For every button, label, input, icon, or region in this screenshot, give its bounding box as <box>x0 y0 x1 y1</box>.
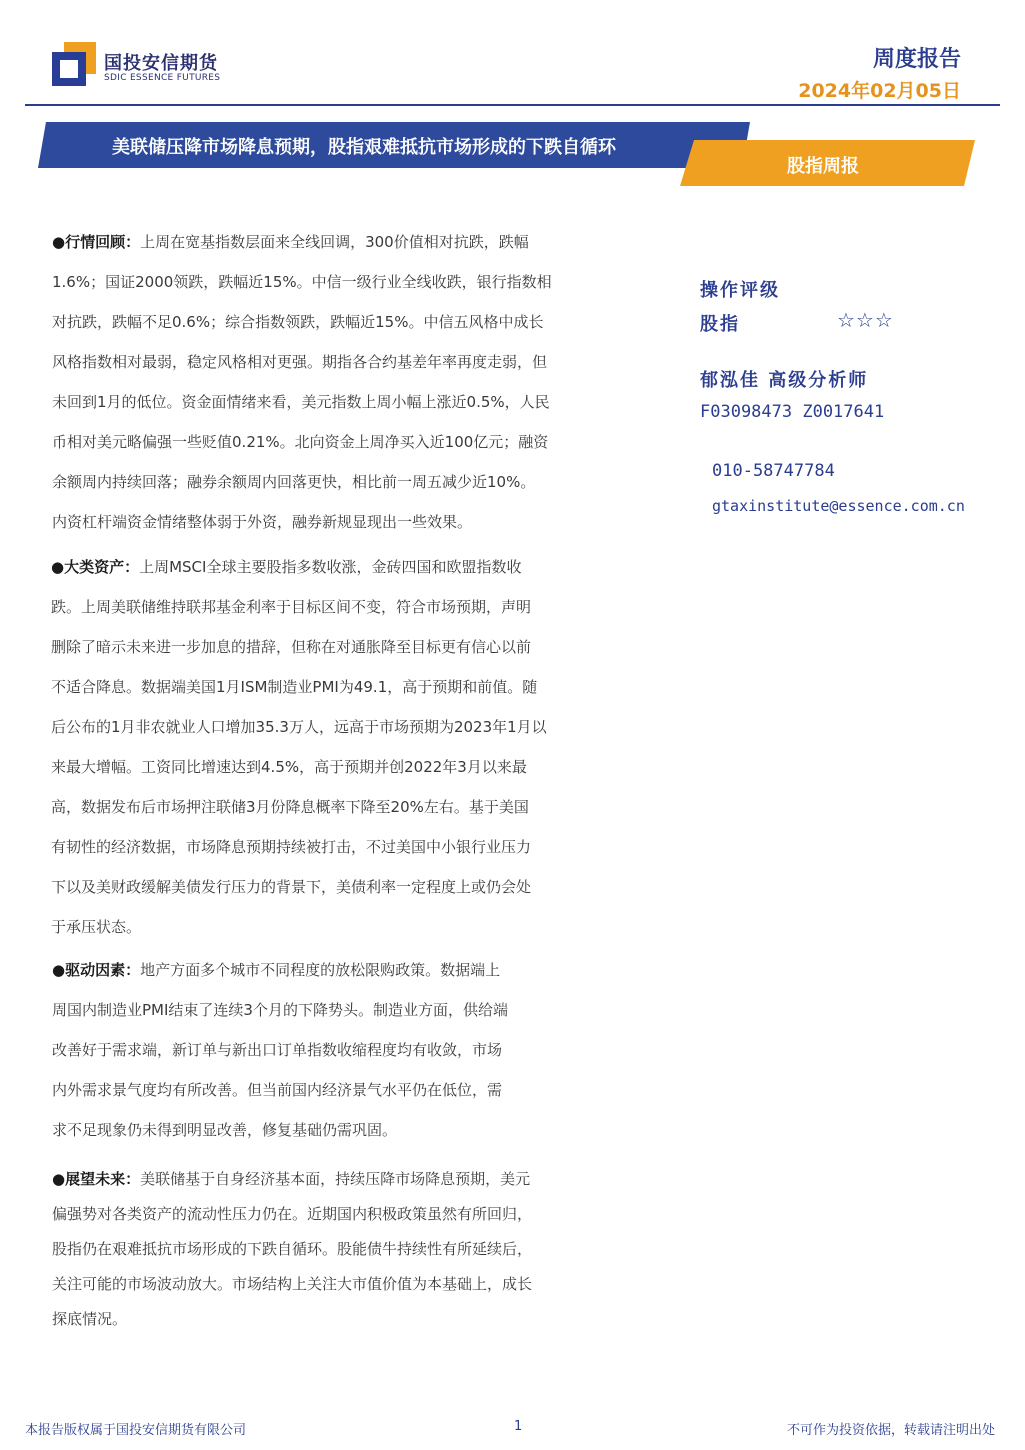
report-category: 股指周报 <box>787 156 859 177</box>
paragraph-line: ●展望未来：美联储基于自身经济基本面，持续压降市场降息预期，美元 <box>52 1170 531 1188</box>
logo-chinese-name: 国投安信期货 <box>104 53 218 74</box>
paragraph-line: 后公布的1月非农就业人口增加35.3万人，远高于市场预期为2023年1月以 <box>51 718 547 736</box>
report-date: 2024年02月05日 <box>798 80 961 102</box>
paragraph-line: ●大类资产：上周MSCI全球主要股指多数收涨，金砖四国和欧盟指数收 <box>51 558 522 576</box>
paragraph-line: 股指仍在艰难抵抗市场形成的下跌自循环。股能债牛持续性有所延续后， <box>52 1240 533 1258</box>
rating-stars-icon: ☆☆☆ <box>837 308 894 332</box>
paragraph-line: 求不足现象仍未得到明显改善，修复基础仍需巩固。 <box>52 1121 398 1139</box>
paragraph-line: ●行情回顾：上周在宽基指数层面来全线回调，300价值相对抗跌，跌幅 <box>52 233 529 251</box>
header-divider <box>25 104 1000 106</box>
paragraph-line: 对抗跌，跌幅不足0.6%；综合指数领跌，跌幅近15%。中信五风格中成长 <box>52 313 544 331</box>
report-title: 美联储压降市场降息预期，股指艰难抵抗市场形成的下跌自循环 <box>112 137 616 158</box>
rating-item: 股指 <box>700 314 740 335</box>
category-banner <box>680 140 975 186</box>
paragraph-line: 来最大增幅。工资同比增速达到4.5%，高于预期并创2022年3月以来最 <box>51 758 527 776</box>
paragraph-line: 风格指数相对最弱，稳定风格相对更强。期指各合约基差年率再度走弱，但 <box>52 353 548 371</box>
analyst-name: 郁泓佳 高级分析师 <box>700 370 869 391</box>
section-driving-factors <box>52 950 508 1150</box>
logo-english-name: SDIC ESSENCE FUTURES <box>104 73 221 83</box>
section-major-assets <box>51 547 547 947</box>
contact-email[interactable]: gtaxinstitute@essence.com.cn <box>712 497 965 515</box>
logo-mark-icon <box>52 42 96 86</box>
paragraph-line: 关注可能的市场波动放大。市场结构上关注大市值价值为本基础上，成长 <box>52 1275 533 1293</box>
contact-phone: 010-58747784 <box>712 461 835 481</box>
title-banner <box>38 122 750 168</box>
paragraph-line: 跌。上周美联储维持联邦基金利率于目标区间不变，符合市场预期，声明 <box>51 598 532 616</box>
paragraph-line: ●驱动因素：地产方面多个城市不同程度的放松限购政策。数据端上 <box>52 961 501 979</box>
paragraph-line: 未回到1月的低位。资金面情绪来看，美元指数上周小幅上涨近0.5%，人民 <box>52 393 550 411</box>
paragraph-line: 1.6%；国证2000领跌，跌幅近15%。中信一级行业全线收跌，银行指数相 <box>52 273 552 291</box>
section-heading: ●行情回顾： <box>52 233 141 251</box>
paragraph-line: 内外需求景气度均有所改善。但当前国内经济景气水平仍在低位，需 <box>52 1081 503 1099</box>
rating-title: 操作评级 <box>700 280 780 301</box>
paragraph-line: 探底情况。 <box>52 1310 128 1328</box>
paragraph-line: 偏强势对各类资产的流动性压力仍在。近期国内积极政策虽然有所回归， <box>52 1205 533 1223</box>
section-heading: ●大类资产： <box>51 558 140 576</box>
paragraph-line: 删除了暗示未来进一步加息的措辞，但称在对通胀降至目标更有信心以前 <box>51 638 532 656</box>
section-heading: ●展望未来： <box>52 1170 141 1188</box>
paragraph-line: 下以及美财政缓解美债发行压力的背景下，美债利率一定程度上或仍会处 <box>51 878 532 896</box>
footer-copyright: 本报告版权属于国投安信期货有限公司 <box>25 1423 247 1438</box>
paragraph-line: 币相对美元略偏强一些贬值0.21%。北向资金上周净买入近100亿元；融资 <box>52 433 549 451</box>
footer-disclaimer: 不可作为投资依据，转载请注明出处 <box>786 1423 995 1438</box>
section-outlook <box>52 1162 532 1337</box>
paragraph-line: 有韧性的经济数据，市场降息预期持续被打击，不过美国中小银行业压力 <box>51 838 532 856</box>
page-number: 1 <box>514 1419 523 1434</box>
section-market-review <box>52 222 552 542</box>
paragraph-line: 于承压状态。 <box>51 918 142 936</box>
paragraph-line: 改善好于需求端，新订单与新出口订单指数收缩程度均有收敛，市场 <box>52 1041 503 1059</box>
paragraph-line: 内资杠杆端资金情绪整体弱于外资，融券新规显现出一些效果。 <box>52 513 473 531</box>
analyst-certificate: F03098473 Z0017641 <box>700 402 885 422</box>
report-type: 周度报告 <box>872 47 961 72</box>
section-heading: ●驱动因素： <box>52 961 141 979</box>
paragraph-line: 高，数据发布后市场押注联储3月份降息概率下降至20%左右。基于美国 <box>51 798 529 816</box>
paragraph-line: 周国内制造业PMI结束了连续3个月的下降势头。制造业方面，供给端 <box>52 1001 508 1019</box>
paragraph-line: 余额周内持续回落；融券余额周内回落更快，相比前一周五减少近10%。 <box>52 473 536 491</box>
company-logo <box>52 42 252 88</box>
paragraph-line: 不适合降息。数据端美国1月ISM制造业PMI为49.1，高于预期和前值。随 <box>51 678 538 696</box>
